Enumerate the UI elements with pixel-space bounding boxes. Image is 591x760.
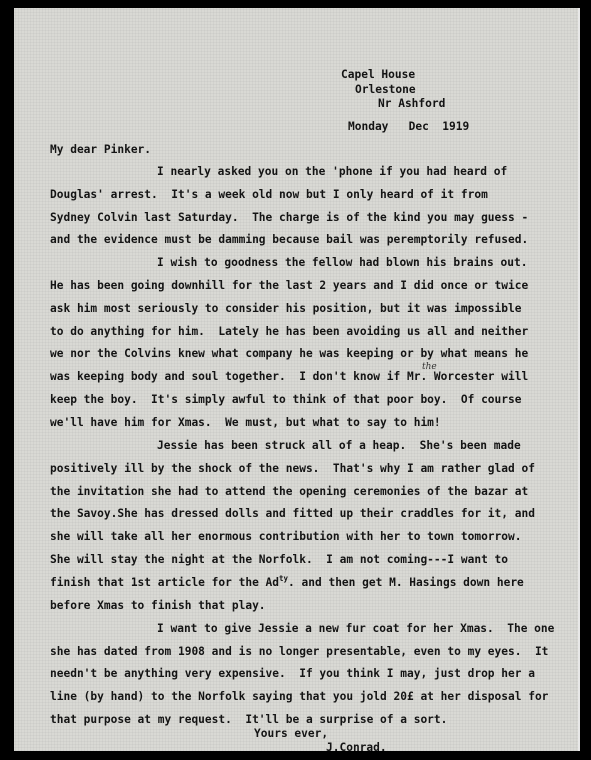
body-line: line (by hand) to the Norfolk saying that you jold 20£ at her disposal for bbox=[50, 690, 549, 703]
body-line: Douglas' arrest. It's a week old now but I only heard of it from bbox=[50, 188, 488, 201]
body-line: she has dated from 1908 and is no longer presentable, even to my eyes. It bbox=[50, 645, 549, 658]
body-line: before Xmas to finish that play. bbox=[50, 599, 266, 612]
letter-page bbox=[14, 8, 580, 754]
signature: J.Conrad. bbox=[326, 741, 387, 754]
body-line: Jessie has been struck all of a heap. She's been made bbox=[157, 439, 521, 452]
salutation: My dear Pinker. bbox=[50, 143, 152, 156]
body-line: she will take all her enormous contribution with her to town tomorrow. bbox=[50, 530, 522, 543]
ad-superscript: ty bbox=[279, 574, 289, 583]
body-line: He has been going downhill for the last 2 years and I did once or twice bbox=[50, 279, 529, 292]
body-line: She will stay the night at the Norfolk. I am not coming---I want to bbox=[50, 553, 509, 566]
address-line-3: Nr Ashford bbox=[378, 97, 446, 110]
body-line: Sydney Colvin last Saturday. The charge is of the kind you may guess - bbox=[50, 211, 529, 224]
body-line: was keeping body and soul together. I don't know if Mr. Worcester will bbox=[50, 370, 529, 383]
address-line-1: Capel House bbox=[341, 68, 416, 81]
body-line: and the evidence must be damming because bail was peremptorily refused. bbox=[50, 233, 529, 246]
page-edge bbox=[578, 8, 580, 751]
letter-date: Monday Dec 1919 bbox=[348, 120, 470, 133]
body-line: keep the boy. It's simply awful to think of that poor boy. Of course bbox=[50, 393, 522, 406]
body-line: ask him most seriously to consider his position, but it was impossible bbox=[50, 302, 522, 315]
address-line-2: Orlestone bbox=[355, 83, 416, 96]
closing: Yours ever, bbox=[254, 727, 329, 740]
body-line: needn't be anything very expensive. If you think I may, just drop her a bbox=[50, 667, 535, 680]
body-line: I nearly asked you on the 'phone if you had heard of bbox=[157, 165, 508, 178]
body-line-ad-tail: . and then get M. Hasings down here bbox=[288, 576, 524, 589]
body-line: the Savoy.She has dressed dolls and fitted up their craddles for it, and bbox=[50, 507, 535, 520]
body-line: I wish to goodness the fellow had blown his brains out. bbox=[157, 256, 528, 269]
body-line-ad bbox=[50, 576, 524, 591]
body-line: that purpose at my request. It'll be a surprise of a sort. bbox=[50, 713, 448, 726]
body-line: to do anything for him. Lately he has been avoiding us all and neither bbox=[50, 325, 529, 338]
body-line-ad-text: finish that 1st article for the Ad bbox=[50, 576, 280, 589]
body-line: we'll have him for Xmas. We must, but what to say to him! bbox=[50, 416, 441, 429]
body-line: we nor the Colvins knew what company he was keeping or by what means he bbox=[50, 347, 529, 360]
body-line: positively ill by the shock of the news. That's why I am rather glad of bbox=[50, 462, 535, 475]
body-line: I want to give Jessie a new fur coat for her Xmas. The one bbox=[157, 622, 555, 635]
handwritten-insertion: the bbox=[422, 362, 437, 372]
body-line: the invitation she had to attend the opening ceremonies of the bazar at bbox=[50, 485, 529, 498]
